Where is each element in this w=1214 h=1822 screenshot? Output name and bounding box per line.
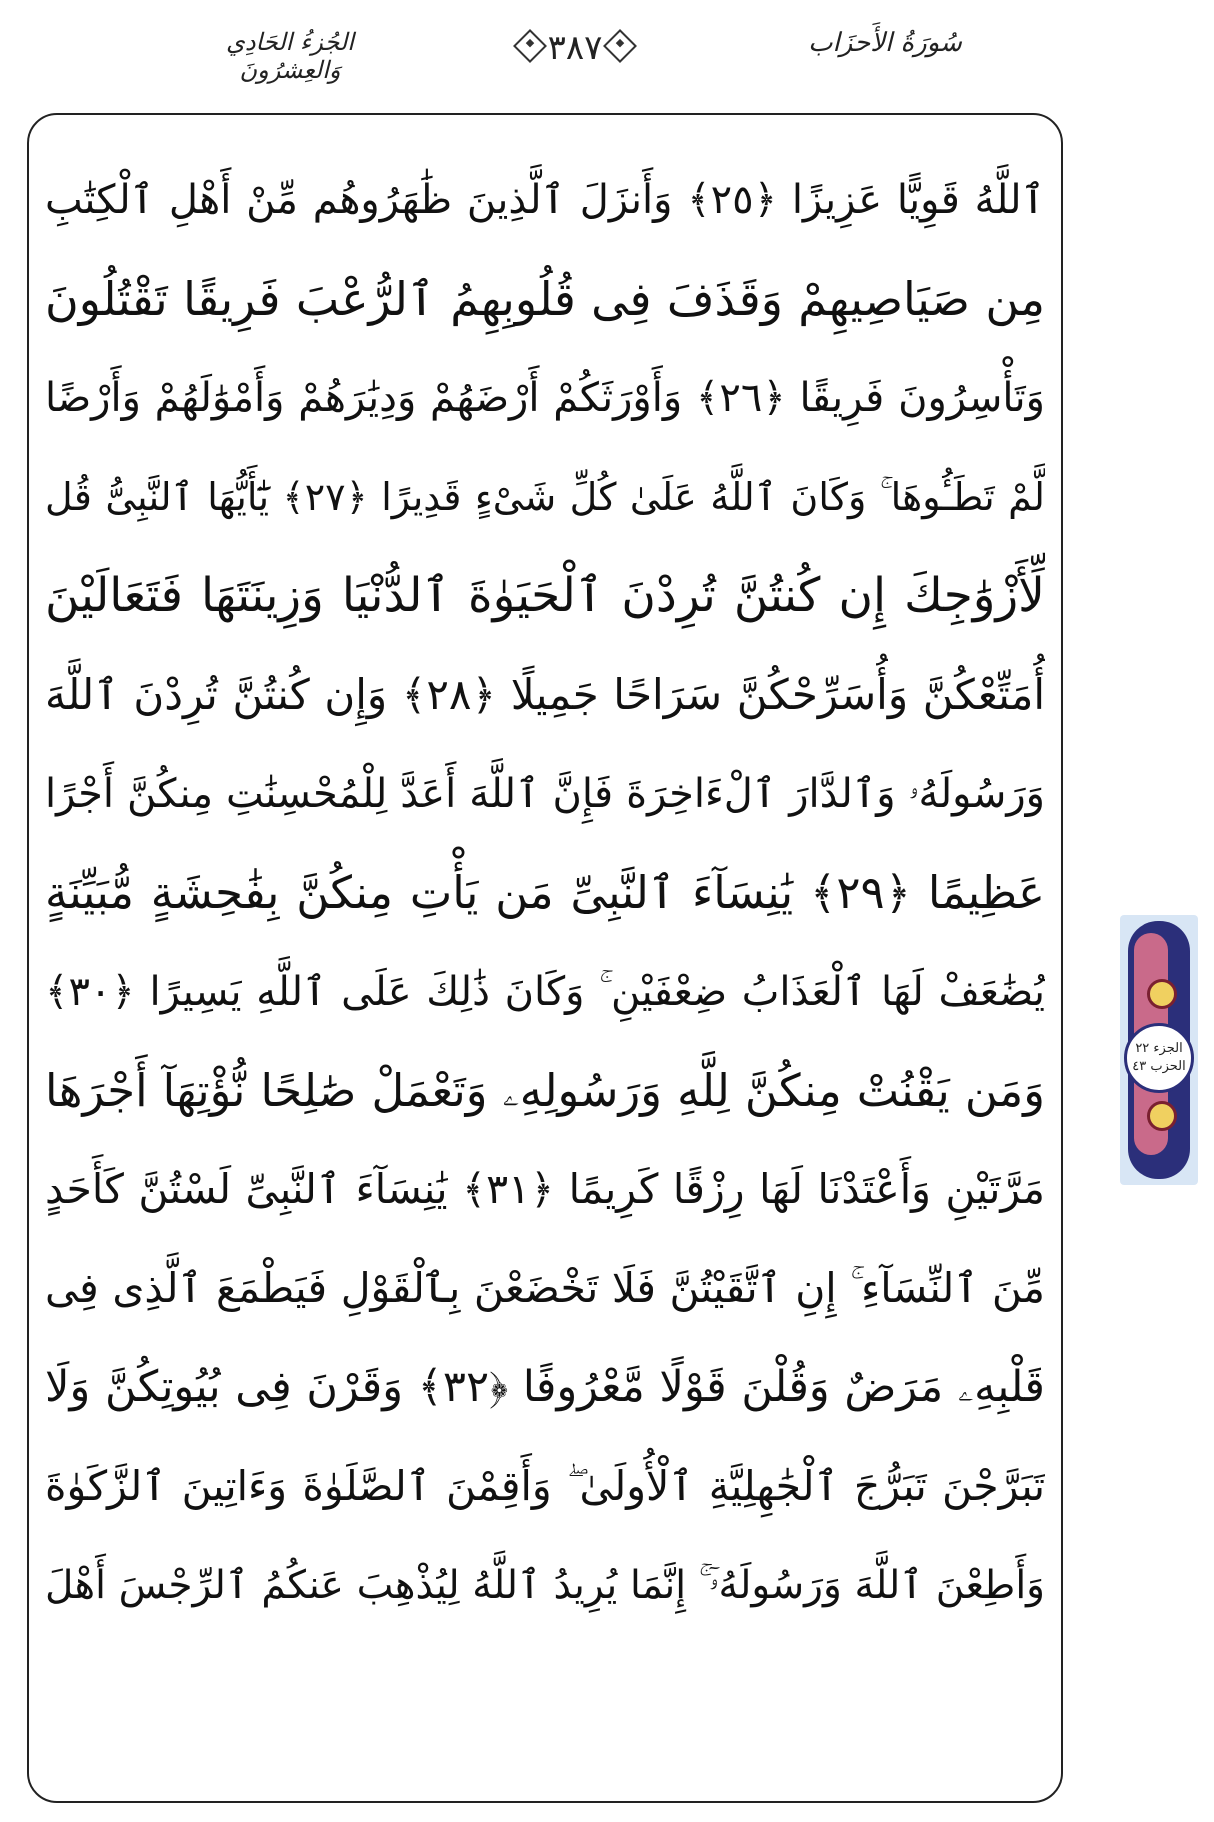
text-line: وَرَسُولَهُۥ وَٱلدَّارَ ٱلْءَاخِرَةَ فَإِنَّ ٱللَّهَ أَعَدَّ لِلْمُحْسِنَٰتِ مِنكُنَّ أَجْرًا (45, 770, 1045, 817)
page-number-box (500, 28, 650, 68)
quran-text (45, 150, 1045, 1635)
text-line: ٱللَّهُ قَوِيًّا عَزِيزًا ﴿٢٥﴾ وَأَنزَلَ ٱلَّذِينَ ظَٰهَرُوهُم مِّنْ أَهْلِ ٱلْكِتَٰبِ (45, 176, 1045, 223)
juz-badge (1124, 1023, 1194, 1093)
juz-label: الجزء ٢٢ (1135, 1040, 1183, 1056)
page-header (0, 0, 1214, 100)
flower-icon (1147, 979, 1177, 1009)
ornament-icon (513, 29, 547, 63)
text-line: وَمَن يَقْنُتْ مِنكُنَّ لِلَّهِ وَرَسُولِهِۦ وَتَعْمَلْ صَٰلِحًا نُّؤْتِهَآ أَجْرَهَا (45, 1064, 1045, 1117)
text-line: تَبَرَّجْنَ تَبَرُّجَ ٱلْجَٰهِلِيَّةِ ٱلْأُولَىٰ ۖ وَأَقِمْنَ ٱلصَّلَوٰةَ وَءَاتِينَ ٱلزَّكَوٰةَ (45, 1462, 1045, 1510)
text-line: قَلْبِهِۦ مَرَضٌ وَقُلْنَ قَوْلًا مَّعْرُوفًا ﴿٣٢﴾ وَقَرْنَ فِى بُيُوتِكُنَّ وَلَا (45, 1362, 1045, 1412)
page-number: ٣٨٧ (547, 28, 603, 68)
juz-name: الجُزءُ الحَادِي وَالعِشرُونَ (226, 28, 354, 84)
flower-icon (1147, 1101, 1177, 1131)
juz-hizb-marker (1120, 915, 1198, 1185)
text-line: وَتَأْسِرُونَ فَرِيقًا ﴿٢٦﴾ وَأَوْرَثَكُمْ أَرْضَهُمْ وَدِيَٰرَهُمْ وَأَمْوَٰلَهُمْ وَأَرْضًا (45, 374, 1045, 421)
ornament-icon (603, 29, 637, 63)
text-line: مِن صَيَاصِيهِمْ وَقَذَفَ فِى قُلُوبِهِمُ ٱلرُّعْبَ فَرِيقًا تَقْتُلُونَ (45, 271, 1045, 326)
text-line: مَرَّتَيْنِ وَأَعْتَدْنَا لَهَا رِزْقًا كَرِيمًا ﴿٣١﴾ يَٰنِسَآءَ ٱلنَّبِىِّ لَسْتُنَّ كَأَحَدٍ (45, 1165, 1045, 1213)
text-line: مِّنَ ٱلنِّسَآءِ ۚ إِنِ ٱتَّقَيْتُنَّ فَلَا تَخْضَعْنَ بِٱلْقَوْلِ فَيَطْمَعَ ٱلَّذِى فِى (45, 1264, 1045, 1312)
text-line: أُمَتِّعْكُنَّ وَأُسَرِّحْكُنَّ سَرَاحًا جَمِيلًا ﴿٢٨﴾ وَإِن كُنتُنَّ تُرِدْنَ ٱللَّهَ (45, 669, 1045, 719)
text-line: يُضَٰعَفْ لَهَا ٱلْعَذَابُ ضِعْفَيْنِ ۚ وَكَانَ ذَٰلِكَ عَلَى ٱللَّهِ يَسِيرًا ﴿٣٠﴾ (45, 968, 1045, 1015)
text-line: لَّمْ تَطَـُٔوهَا ۚ وَكَانَ ٱللَّهُ عَلَىٰ كُلِّ شَىْءٍ قَدِيرًا ﴿٢٧﴾ يَٰٓأَيُّهَا ٱلنَّبِىُّ قُل (45, 474, 1045, 519)
hizb-label: الحزب ٤٣ (1132, 1059, 1186, 1074)
text-line: وَأَطِعْنَ ٱللَّهَ وَرَسُولَهُۥٓ ۚ إِنَّمَا يُرِيدُ ٱللَّهُ لِيُذْهِبَ عَنكُمُ ٱلرِّجْسَ أَهْلَ (45, 1563, 1045, 1608)
surah-name: سُورَةُ الأَحزَاب (808, 28, 962, 58)
text-line: لِّأَزْوَٰجِكَ إِن كُنتُنَّ تُرِدْنَ ٱلْحَيَوٰةَ ٱلدُّنْيَا وَزِينَتَهَا فَتَعَالَيْنَ (45, 568, 1045, 623)
text-line: عَظِيمًا ﴿٢٩﴾ يَٰنِسَآءَ ٱلنَّبِىِّ مَن يَأْتِ مِنكُنَّ بِفَٰحِشَةٍ مُّبَيِّنَةٍ (45, 866, 1045, 919)
